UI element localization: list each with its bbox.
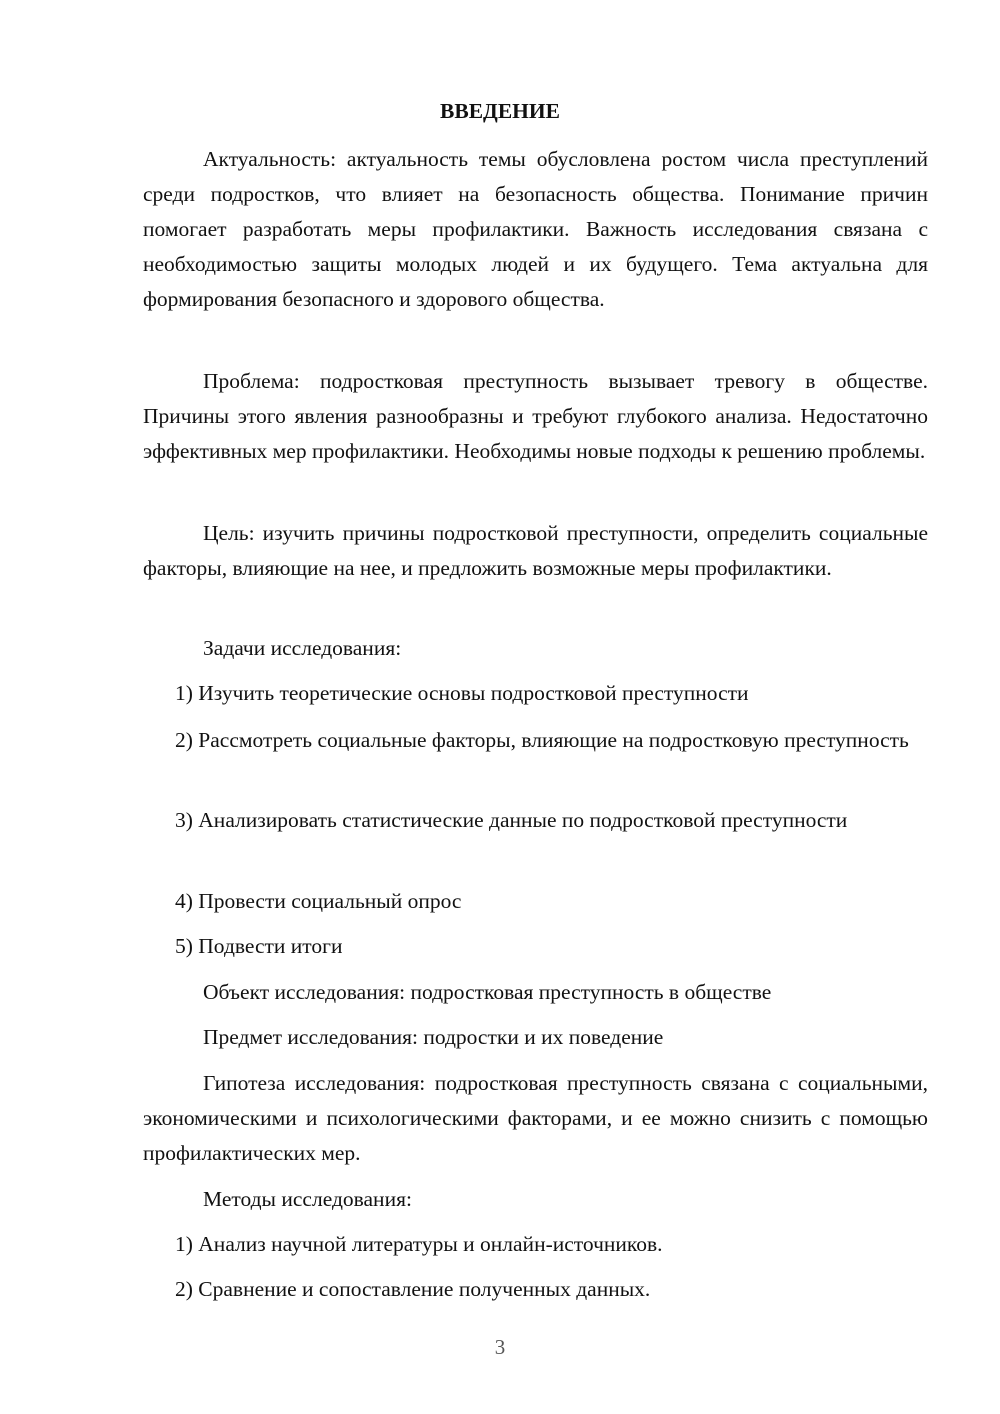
page-title: ВВЕДЕНИЕ [440,99,560,123]
method-item: 2) Сравнение и сопоставление полученных данных. [175,1277,651,1301]
hypothesis-paragraph: Гипотеза исследования: подростковая преступность связана с социальными, экономическими и психологическими факторами, и ее можно снизить с помощью профилактических мер. [143,1071,928,1165]
goal-paragraph: Цель: изучить причины подростковой преступности, определить социальные факторы, влияющие на нее, и предложить возможные меры профилактики. [143,521,928,580]
task-item: 4) Провести социальный опрос [175,889,462,913]
relevance-paragraph: Актуальность: актуальность темы обусловлена ростом числа преступлений среди подростков, что влияет на безопасность общества. Понимание причин помогает разработать меры профилактики. Важность исследования связана с необходимостью защиты молодых людей и их будущего. Тема актуальна для формирования безопасного и здорового общества. [143,147,928,311]
problem-paragraph: Проблема: подростковая преступность вызывает тревогу в обществе. Причины этого явления разнообразны и требуют глубокого анализа. Недостаточно эффективных мер профилактики. Необходимы новые подходы к решению проблемы. [143,369,928,463]
task-item: 3) Анализировать статистические данные по подростковой преступности [175,808,848,832]
page-number: 3 [494,1335,506,1359]
methods-heading: Методы исследования: [203,1187,412,1211]
subject-line: Предмет исследования: подростки и их поведение [203,1025,664,1049]
tasks-heading: Задачи исследования: [203,636,402,660]
task-item: 1) Изучить теоретические основы подростковой преступности [175,681,749,705]
task-item: 2) Рассмотреть социальные факторы, влияющие на подростковую преступность [175,728,909,752]
task-item: 5) Подвести итоги [175,934,343,958]
object-line: Объект исследования: подростковая преступность в обществе [203,980,772,1004]
method-item: 1) Анализ научной литературы и онлайн-источников. [175,1232,663,1256]
